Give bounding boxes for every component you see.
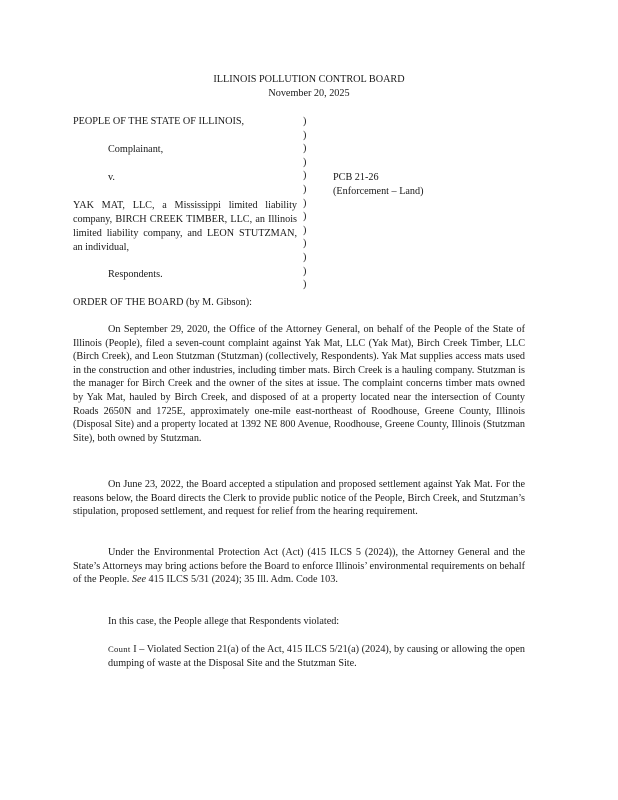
paragraph-1 xyxy=(73,323,525,445)
paragraph-3-text: Under the Environmental Protection Act (Act) (415 ILCS 5 (2024)), the Attorney General and the State’s Attorneys may bring actions before the Board to enforce Illinois’ environmental requirements on behalf of the People. xyxy=(73,547,525,586)
count-1-text: I – Violated Section 21(a) of the Act, 415 ILCS 5/21(a) (2024), by causing or allowing the open dumping of waste at the Disposal Site and the Stutzman Site. xyxy=(108,644,526,669)
paragraph-3-citation: 415 ILCS 5/31 (2024); 35 Ill. Adm. Code 103. xyxy=(148,574,338,586)
complainant-party: PEOPLE OF THE STATE OF ILLINOIS, xyxy=(73,116,245,127)
count-1 xyxy=(108,643,525,670)
caption-parentheses: ) ) ) ) ) ) ) ) ) ) ) ) ) xyxy=(303,116,307,291)
paragraph-3 xyxy=(73,546,525,587)
respondents-block: YAK MAT, LLC, a Mississippi limited liability company, BIRCH CREEK TIMBER, LLC, an Illinois limited liability company, and LEON STUTZMAN, an individual, xyxy=(73,200,297,253)
case-number: PCB 21-26 xyxy=(333,172,379,183)
order-heading: ORDER OF THE BOARD (by M. Gibson): xyxy=(73,297,252,308)
order-date: November 20, 2025 xyxy=(268,88,350,99)
count-label: Count xyxy=(108,644,131,654)
versus-label: v. xyxy=(108,172,115,183)
paragraph-2-text: On June 23, 2022, the Board accepted a stipulation and proposed settlement against Yak Mat. For the reasons below, the Board directs the Clerk to provide public notice of the People, Birch Creek, and Stutzman’s stipulation, proposed settlement, and request for relief from the hearing requirement. xyxy=(73,479,525,518)
board-name: ILLINOIS POLLUTION CONTROL BOARD xyxy=(213,74,405,85)
paragraph-1-text: On September 29, 2020, the Office of the Attorney General, on behalf of the People of the State of Illinois (People), filed a seven-count complaint against Yak Mat, LLC (Yak Mat), Birch Creek Timber, LLC (Birch Creek), and Leon Stutzman (Stutzman) (collectively, Respondents). Yak Mat supplies access mats used in the construction and other industries, including timber mats. Birch Creek is a hauling company. Stutzman is the manager for Birch Creek and the owner of the sites at issue. The complaint concerns timber mats owned by Yak Mat, hauled by Birch Creek, and disposed of at a property located near the intersection of County Roads 2650N and 1725E, approximately one-mile east-northeast of Roodhouse, Greene County, Illinois (Disposal Site) and a property located at 1392 NE 800 Avenue, Roodhouse, Greene County, Illinois (Stutzman Site), both owned by Stutzman. xyxy=(73,324,525,444)
complainant-label: Complainant, xyxy=(108,144,164,155)
see-signal: See xyxy=(131,574,146,586)
paragraph-4: In this case, the People allege that Respondents violated: xyxy=(108,616,340,627)
respondents-label: Respondents. xyxy=(108,269,163,280)
paragraph-2 xyxy=(73,478,525,519)
case-type: (Enforcement – Land) xyxy=(333,186,424,197)
